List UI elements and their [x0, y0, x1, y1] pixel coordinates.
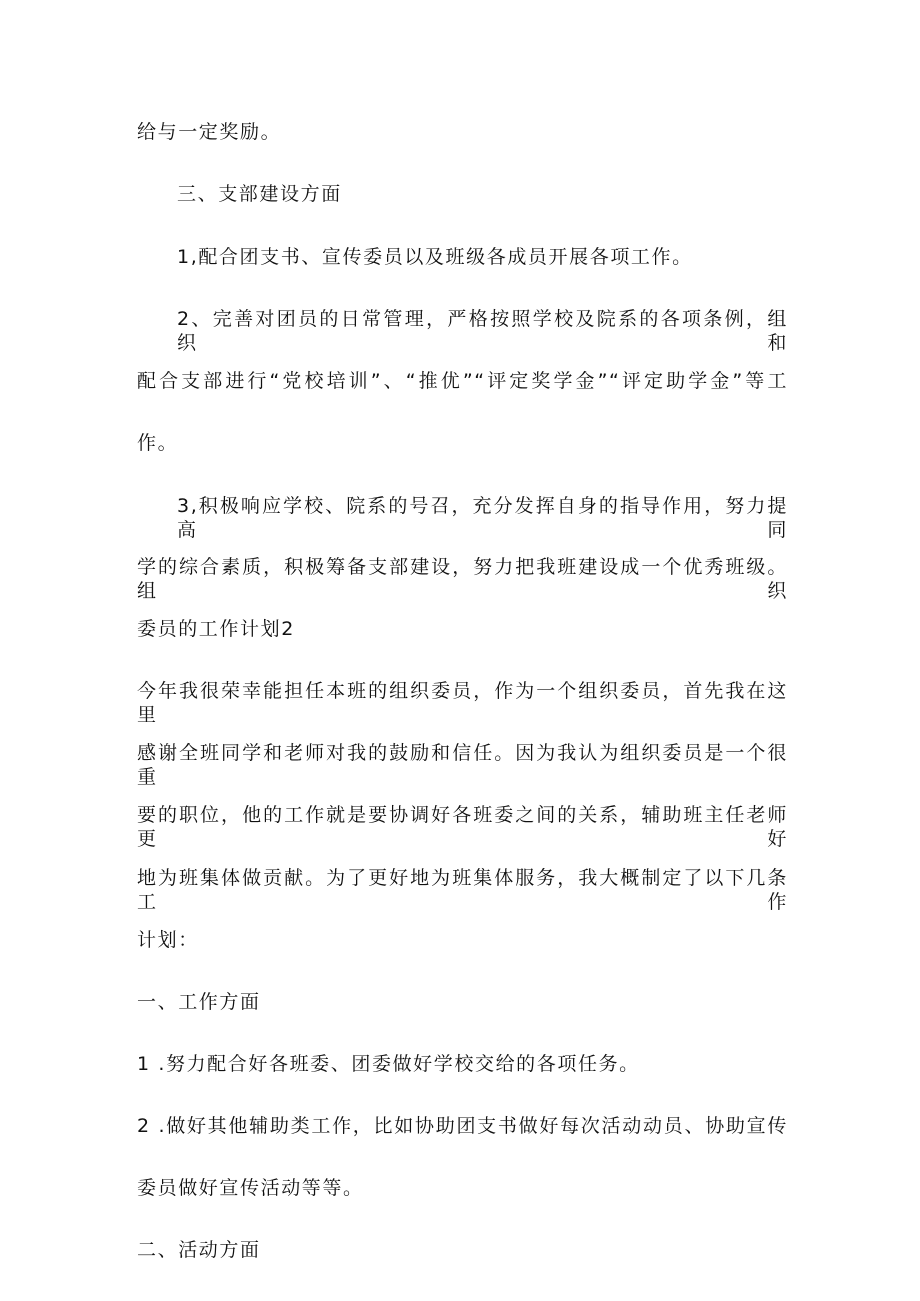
paragraph-line: 要的职位，他的工作就是要协调好各班委之间的关系，辅助班主任老师更好	[137, 804, 788, 850]
paragraph-line: 学的综合素质，积极筹备支部建设，努力把我班建设成一个优秀班级。组织	[137, 556, 788, 602]
paragraph-line: 感谢全班同学和老师对我的鼓励和信任。因为我认为组织委员是一个很重	[137, 742, 788, 788]
paragraph-line: 今年我很荣幸能担任本班的组织委员，作为一个组织委员，首先我在这里	[137, 680, 788, 726]
list-item: 2 .做好其他辅助类工作，比如协助团支书做好每次活动动员、协助宣传	[137, 1115, 788, 1137]
list-item: 1 .努力配合好各班委、团委做好学校交给的各项任务。	[137, 1053, 640, 1075]
paragraph-line: 配合支部进行“党校培训”、“推优”“评定奖学金”“评定助学金”等工	[137, 370, 788, 392]
paragraph-line: 3,积极响应学校、院系的号召，充分发挥自身的指导作用，努力提高同	[177, 495, 788, 541]
paragraph-line: 作。	[137, 432, 179, 454]
paragraph-line: 2、完善对团员的日常管理，严格按照学校及院系的各项条例，组织和	[177, 308, 788, 354]
paragraph-line: 委员做好宣传活动等等。	[137, 1177, 364, 1199]
paragraph-line: 地为班集体做贡献。为了更好地为班集体服务，我大概制定了以下几条工作	[137, 867, 788, 913]
paragraph-line: 委员的工作计划2	[137, 618, 295, 640]
paragraph-line: 1,配合团支书、宣传委员以及班级各成员开展各项工作。	[177, 246, 693, 268]
section-heading: 一、工作方面	[137, 991, 261, 1013]
paragraph-line: 给与一定奖励。	[137, 121, 282, 143]
paragraph-line: 计划：	[137, 929, 199, 951]
section-heading: 三、支部建设方面	[177, 183, 342, 205]
section-heading: 二、活动方面	[137, 1239, 261, 1261]
